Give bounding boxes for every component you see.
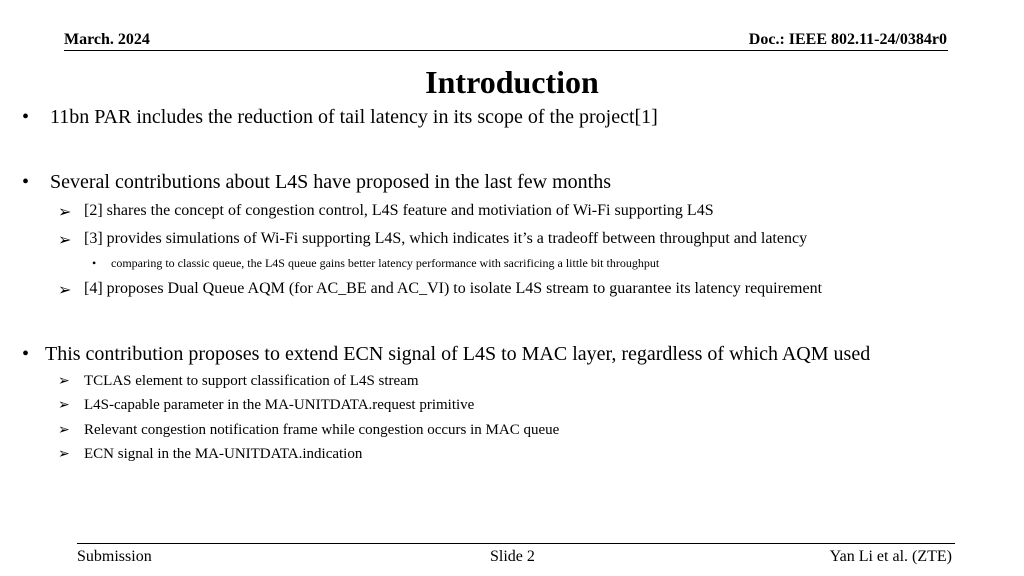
footer-slide-number: Slide 2 (490, 548, 535, 565)
footer-author: Yan Li et al. (ZTE) (829, 548, 952, 565)
header-rule (64, 50, 948, 51)
bullet-3: This contribution proposes to extend ECN signal of L4S to MAC layer, regardless of which AQM used (45, 343, 871, 365)
bullet-1: 11bn PAR includes the reduction of tail latency in its scope of the project[1] (50, 106, 658, 128)
bullet-dot: • (22, 171, 30, 193)
slide-title: Introduction (425, 64, 599, 100)
footer-rule (77, 543, 955, 544)
bullet-dot: • (92, 256, 97, 270)
sub-bullet: Relevant congestion notification frame while congestion occurs in MAC queue (84, 422, 560, 438)
bullet-dot: • (22, 343, 30, 365)
arrow-bullet-icon: ➢ (58, 374, 70, 389)
sub-bullet: [2] shares the concept of congestion control, L4S feature and motiviation of Wi-Fi supporting L4S (84, 202, 714, 219)
arrow-bullet-icon: ➢ (58, 204, 72, 221)
header-date: March. 2024 (64, 31, 150, 48)
sub-bullet: ECN signal in the MA-UNITDATA.indication (84, 446, 363, 462)
sub-bullet: TCLAS element to support classification of L4S stream (84, 373, 419, 389)
sub-bullet: L4S-capable parameter in the MA-UNITDATA.request primitive (84, 397, 475, 413)
arrow-bullet-icon: ➢ (58, 398, 70, 413)
bullet-2: Several contributions about L4S have proposed in the last few months (50, 171, 612, 193)
sub-sub-bullet: comparing to classic queue, the L4S queue gains better latency performance with sacrificing a little bit throughput (111, 256, 660, 270)
sub-bullet: [3] provides simulations of Wi-Fi supporting L4S, which indicates it’s a tradeoff between throughput and latency (84, 230, 808, 247)
arrow-bullet-icon: ➢ (58, 423, 70, 438)
arrow-bullet-icon: ➢ (58, 232, 72, 249)
sub-bullet: [4] proposes Dual Queue AQM (for AC_BE and AC_VI) to isolate L4S stream to guarantee its latency requirement (84, 280, 823, 297)
arrow-bullet-icon: ➢ (58, 447, 70, 462)
header-doc-number: Doc.: IEEE 802.11-24/0384r0 (748, 31, 947, 48)
bullet-dot: • (22, 106, 30, 128)
footer-submission: Submission (77, 548, 152, 565)
arrow-bullet-icon: ➢ (58, 282, 72, 299)
